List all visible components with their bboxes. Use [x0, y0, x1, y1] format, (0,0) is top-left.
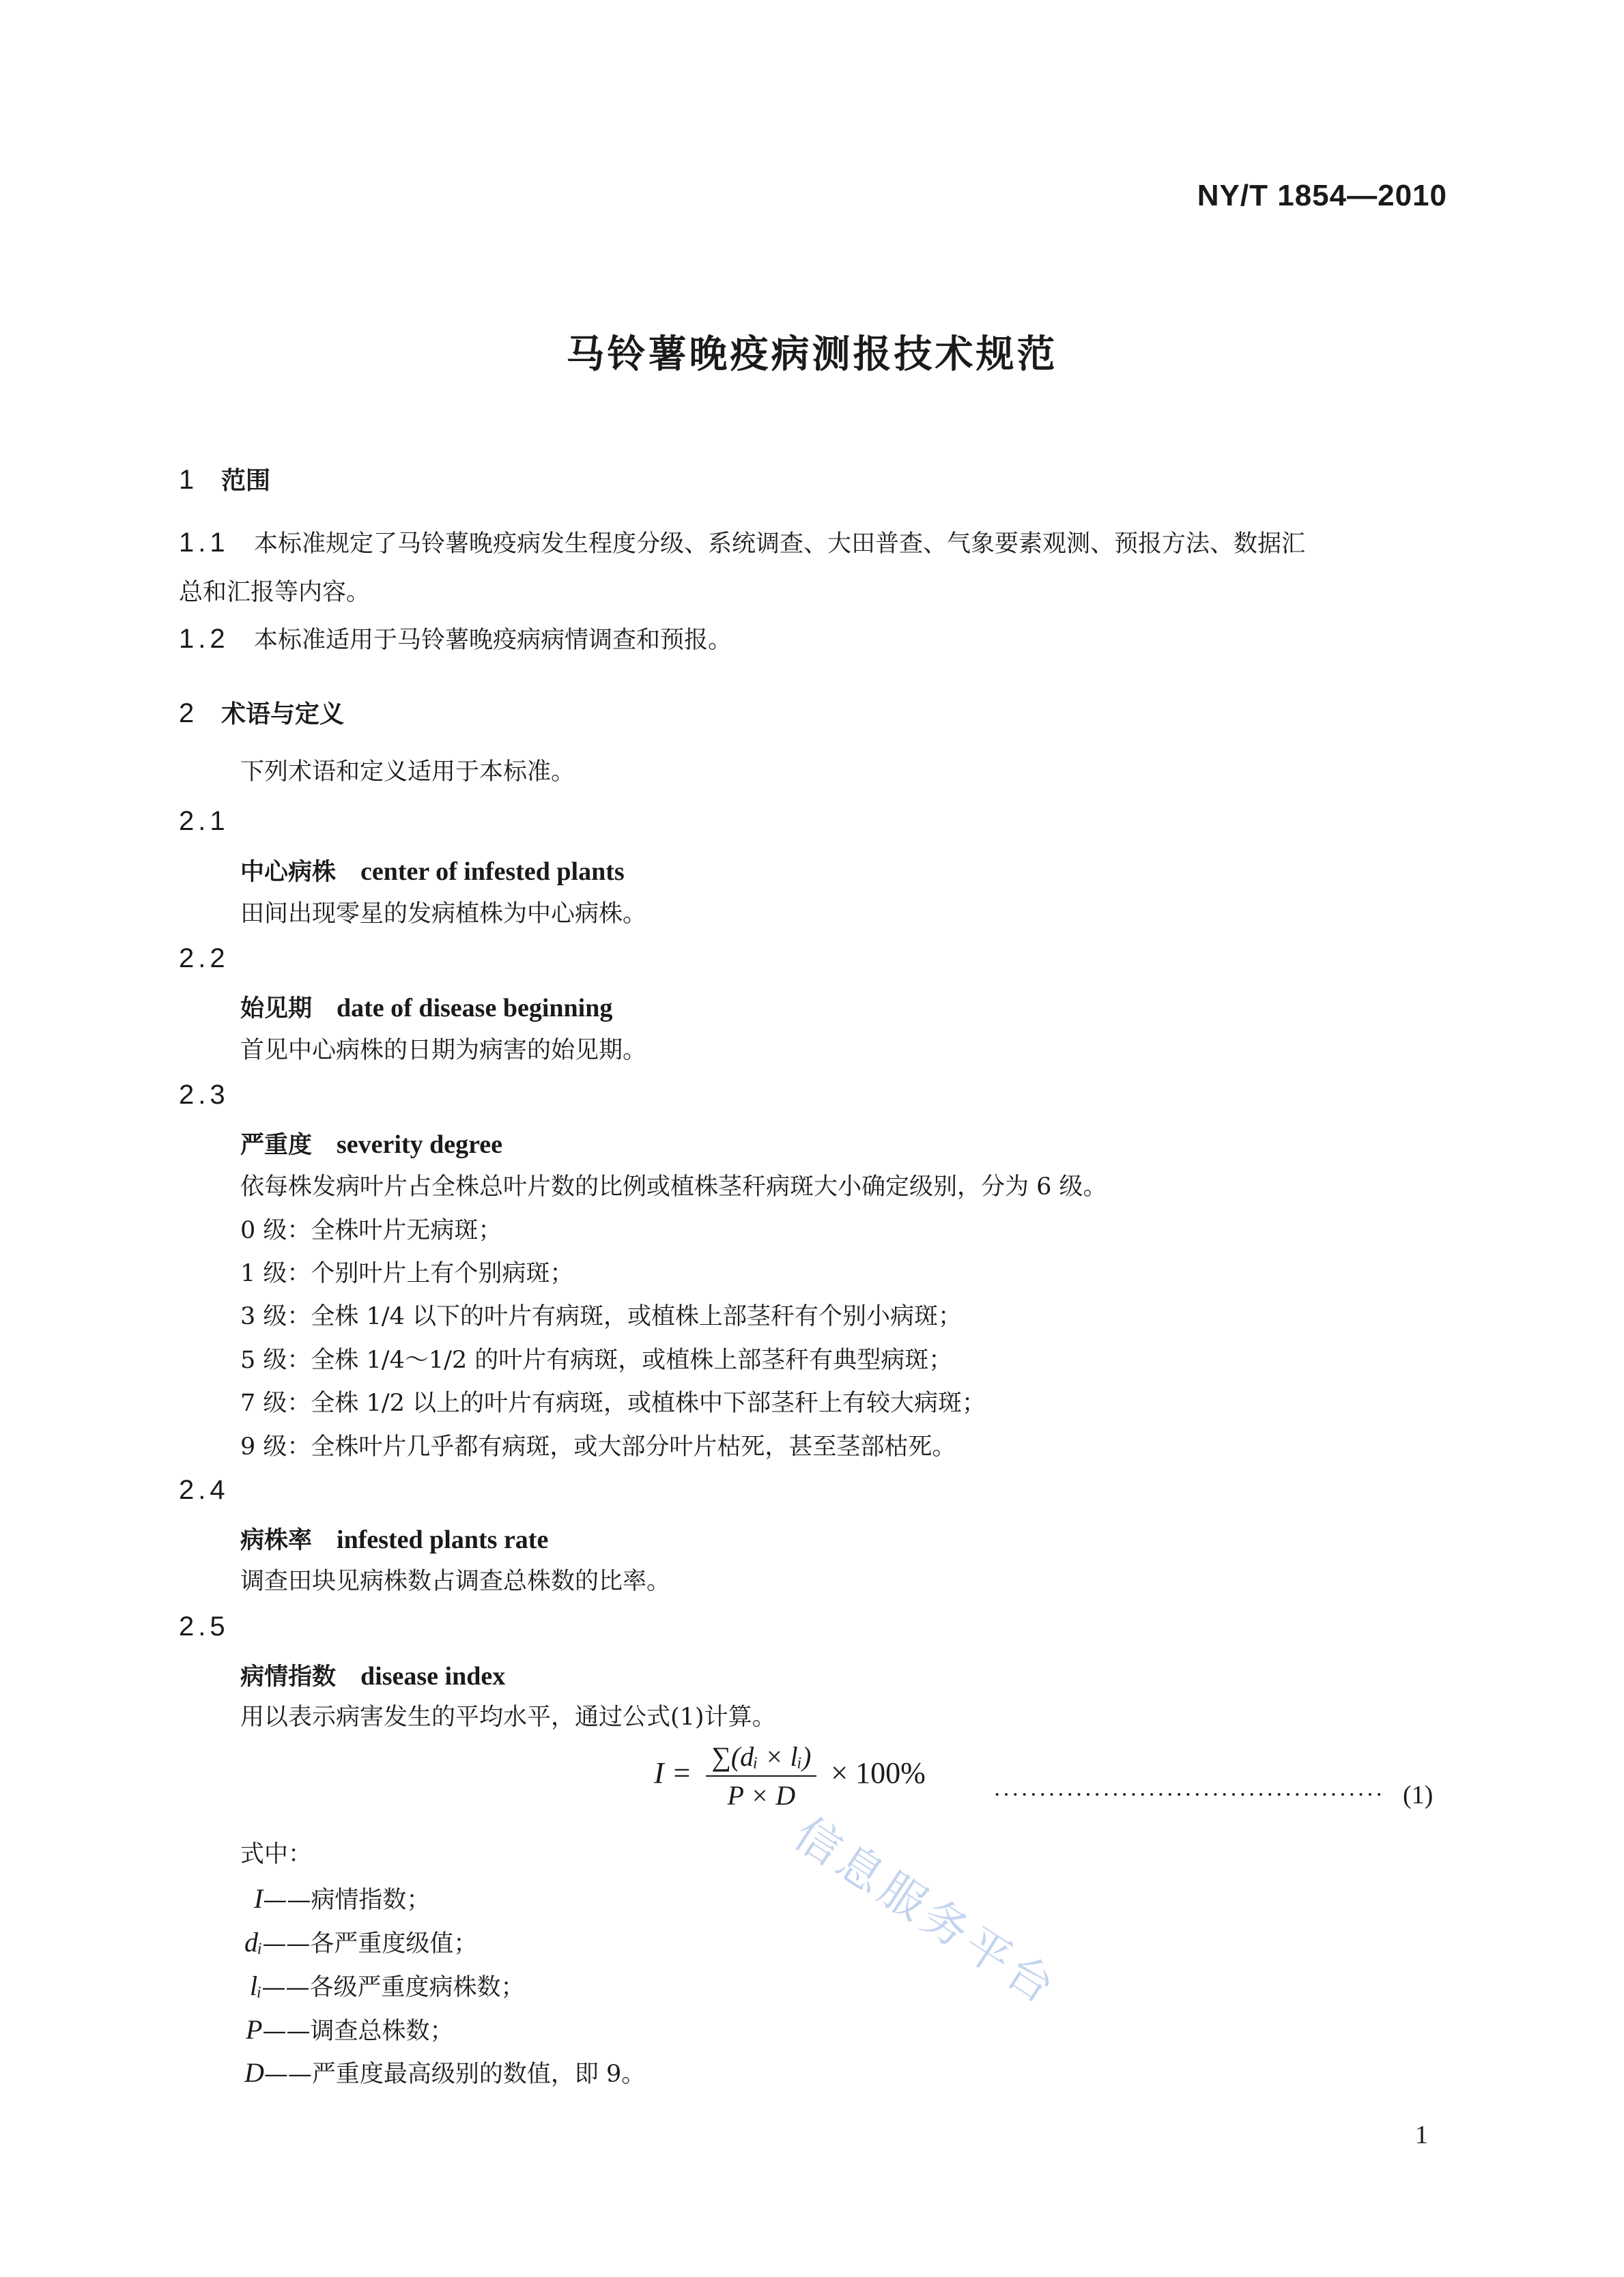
formula-leader-dots: ··········································· — [993, 1782, 1384, 1807]
term-2-4 — [240, 1521, 548, 1556]
term-chinese: 中心病株 — [240, 859, 337, 886]
term-2-3 — [240, 1126, 502, 1160]
clause-2-2-number: 2.2 — [179, 943, 229, 973]
standard-code: NY/T 1854—2010 — [1197, 179, 1447, 212]
section-number: 2 — [179, 698, 195, 728]
variable-description: ——病情指数； — [263, 1887, 431, 1914]
section-number: 1 — [179, 465, 195, 495]
clause-1-1 — [179, 529, 1305, 558]
section-1-heading — [179, 461, 270, 496]
variable-description: ——各级严重度病株数； — [261, 1974, 525, 2001]
term-2-2 — [240, 990, 612, 1024]
variable-symbol: D — [244, 2057, 264, 2088]
variable-symbol: dᵢ — [244, 1927, 263, 1958]
term-english: date of disease beginning — [337, 994, 613, 1022]
term-2-3-definition: 依每株发病叶片占全株总叶片数的比例或植株茎秆病斑大小确定级别，分为 6 级。 — [240, 1173, 1107, 1201]
grade-9: 9 级：全株叶片几乎都有病斑，或大部分叶片枯死，甚至茎部枯死。 — [240, 1433, 956, 1461]
document-title: 马铃薯晚疫病测报技术规范 — [566, 332, 1058, 377]
clause-text: 本标准适用于马铃薯晚疫病病情调查和预报。 — [254, 627, 732, 654]
term-english: disease index — [360, 1662, 506, 1691]
variable-description: ——调查总株数； — [262, 2018, 454, 2045]
variable-symbol: lᵢ — [250, 1971, 262, 2001]
formula-denominator: P × D — [727, 1780, 796, 1811]
variable-P — [246, 2016, 453, 2045]
clause-2-3-number: 2.3 — [179, 1080, 229, 1110]
variable-li — [250, 1973, 524, 2001]
term-2-1-definition: 田间出现零星的发病植株为中心病株。 — [240, 900, 647, 928]
watermark: 信息服务平台 — [784, 1807, 1068, 2016]
clause-text: 本标准规定了马铃薯晚疫病发生程度分级、系统调查、大田普查、气象要素观测、预报方法、数据汇 — [254, 530, 1306, 558]
variable-di — [244, 1929, 477, 1958]
term-english: severity degree — [337, 1130, 503, 1159]
formula-multiplier: × 100% — [831, 1756, 926, 1790]
term-english: center of infested plants — [360, 857, 625, 886]
variable-D — [244, 2059, 645, 2088]
clause-1-1-continued: 总和汇报等内容。 — [179, 579, 371, 606]
term-2-5 — [240, 1658, 505, 1692]
formula-number: (1) — [1403, 1781, 1434, 1809]
term-2-4-definition: 调查田块见病株数占调查总株数的比率。 — [240, 1568, 671, 1595]
section-2-heading — [179, 695, 344, 730]
variable-symbol: I — [254, 1883, 263, 1914]
section-title: 范围 — [221, 467, 271, 495]
grade-1: 1 级：个别叶片上有个别病斑； — [240, 1260, 574, 1287]
clause-1-2 — [179, 625, 732, 654]
variable-description: ——严重度最高级别的数值，即 9。 — [263, 2061, 646, 2088]
term-2-5-definition: 用以表示病害发生的平均水平，通过公式(1)计算。 — [240, 1704, 776, 1731]
clause-number: 1.2 — [179, 624, 229, 654]
section-title: 术语与定义 — [221, 700, 345, 728]
formula-numerator: ∑(dᵢ × lᵢ) — [706, 1741, 816, 1777]
term-chinese: 病株率 — [240, 1527, 313, 1554]
grade-5: 5 级：全株 1/4～1/2 的叶片有病斑，或植株上部茎秆有典型病斑； — [240, 1347, 953, 1374]
grade-3: 3 级：全株 1/4 以下的叶片有病斑，或植株上部茎秆有个别小病斑； — [240, 1303, 962, 1330]
variable-I — [254, 1885, 430, 1914]
clause-number: 1.1 — [179, 528, 229, 558]
clause-2-1-number: 2.1 — [179, 806, 229, 836]
where-label: 式中： — [240, 1841, 313, 1868]
variable-symbol: P — [246, 2014, 263, 2045]
term-2-2-definition: 首见中心病株的日期为病害的始见期。 — [240, 1037, 647, 1064]
clause-2-4-number: 2.4 — [179, 1475, 229, 1505]
formula-lhs: I = — [654, 1756, 692, 1790]
term-2-1 — [240, 853, 625, 887]
formula-fraction — [706, 1741, 816, 1811]
section-2-intro: 下列术语和定义适用于本标准。 — [240, 758, 575, 786]
clause-2-5-number: 2.5 — [179, 1612, 229, 1642]
formula — [654, 1741, 926, 1811]
grade-0: 0 级：全株叶片无病斑； — [240, 1217, 502, 1244]
term-chinese: 始见期 — [240, 995, 313, 1022]
page-number: 1 — [1415, 2121, 1428, 2149]
grade-7: 7 级：全株 1/2 以上的叶片有病斑，或植株中下部茎秆上有较大病斑； — [240, 1390, 986, 1417]
term-english: infested plants rate — [337, 1526, 549, 1554]
term-chinese: 严重度 — [240, 1132, 313, 1159]
term-chinese: 病情指数 — [240, 1663, 337, 1691]
variable-description: ——各严重度级值； — [262, 1930, 478, 1958]
